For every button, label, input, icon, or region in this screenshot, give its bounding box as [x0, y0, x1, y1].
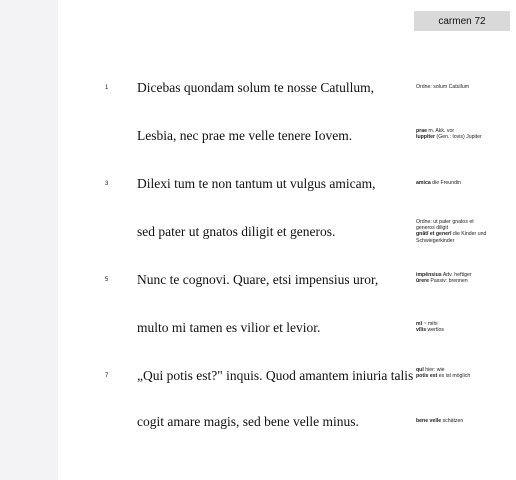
vocabulary-note [416, 321, 514, 333]
note-term: impēnsius [416, 272, 442, 278]
note-gloss: hier: wie [423, 367, 445, 373]
note-row [416, 84, 514, 90]
note-term: mī [416, 321, 423, 327]
verse-text: Nunc te cognovi. Quare, etsi impensius uror, [137, 272, 379, 287]
verse-text: „Qui potis est?" inquis. Quod amantem iniuria talis [137, 368, 414, 383]
poem-title: carmen 72 [414, 11, 510, 31]
vocabulary-note [416, 272, 514, 284]
note-gloss: Ordne: solum Catullum [416, 84, 470, 90]
line-number: 3 [105, 181, 109, 187]
note-row [416, 418, 514, 424]
note-gloss: Adv. heftiger [441, 272, 472, 278]
note-term: vīlis [416, 327, 427, 334]
note-gloss: Schwiegerkinder [416, 237, 455, 244]
note-gloss: (Gen.: Iovis) Jupiter [435, 134, 482, 141]
note-term: ūrere [416, 278, 429, 285]
note-gloss: es ist möglich [437, 373, 471, 380]
line-number: 7 [105, 373, 109, 379]
note-row [416, 278, 514, 284]
note-gloss: wertlos [426, 327, 444, 334]
note-gloss: Ordne: ut pater gnatos et [416, 219, 474, 225]
note-gloss: schätzen [441, 418, 464, 424]
note-row [416, 327, 514, 333]
line-number: 1 [105, 85, 109, 91]
verse-text: Dicebas quondam solum te nosse Catullum, [137, 80, 374, 95]
vocabulary-note [416, 84, 514, 90]
line-number: 5 [105, 277, 109, 283]
note-gloss: die Kinder und [451, 231, 487, 238]
verse-text: sed pater ut gnatos diligit et generos. [137, 224, 336, 239]
note-term: prae [416, 128, 427, 134]
verse-text: Dilexi tum te non tantum ut vulgus amicam, [137, 176, 376, 191]
note-term: amica [416, 180, 431, 186]
note-row [416, 134, 514, 140]
verse-text: cogit amare magis, sed bene velle minus. [137, 414, 359, 429]
note-row [416, 238, 514, 244]
note-row [416, 180, 514, 186]
note-term: bene velle [416, 418, 442, 424]
note-term: quī [416, 367, 424, 373]
note-term: potis est [416, 373, 438, 380]
vocabulary-note [416, 219, 514, 244]
vocabulary-note [416, 418, 514, 424]
vocabulary-note [416, 367, 514, 379]
vocabulary-note [416, 128, 514, 140]
note-gloss: die Freundin [430, 180, 461, 186]
note-gloss: m. Akk. vor [426, 128, 455, 134]
vocabulary-note [416, 180, 514, 186]
verse-text: Lesbia, nec prae me velle tenere Iovem. [137, 128, 353, 143]
verse-text: multo mi tamen es vilior et levior. [137, 320, 321, 335]
note-gloss: Passiv: brennen [428, 278, 468, 285]
note-gloss: generos diligit [416, 225, 449, 232]
note-gloss: ~ mihi [422, 321, 438, 327]
note-term: gnātī et generī [416, 231, 452, 238]
note-term: Iuppiter [416, 134, 436, 141]
note-row [416, 373, 514, 379]
